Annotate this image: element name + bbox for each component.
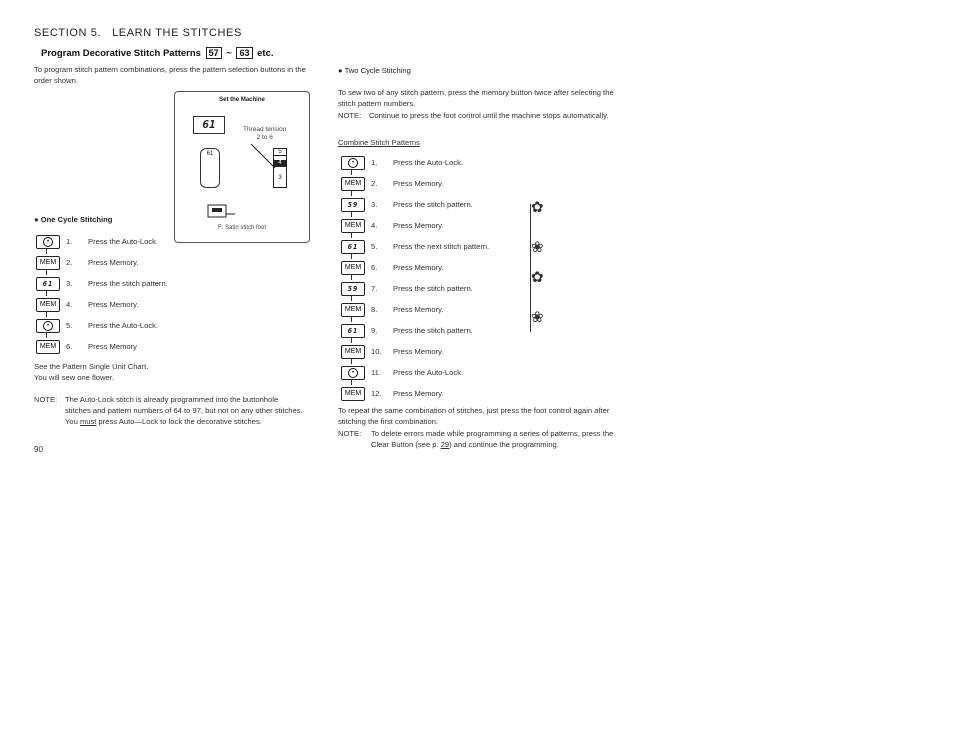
step-text: Press the Auto-Lock. xyxy=(88,321,159,330)
step-text: Press Memory. xyxy=(88,258,139,267)
auto-lock-icon: • xyxy=(341,366,365,380)
note2-fragment: To delete errors made while programming a series of patterns, press the Clear Button (see p. xyxy=(371,429,614,449)
note2-text xyxy=(371,428,629,450)
step-text: Press the Auto-Lock. xyxy=(393,368,464,377)
note-emphasis: must xyxy=(79,417,97,426)
tension-value: 2 to 6 xyxy=(256,134,273,141)
page-reference: 29 xyxy=(440,440,450,449)
down-arrow-icon xyxy=(351,211,352,217)
combine-heading: Combine Stitch Patterns xyxy=(338,138,420,147)
memory-button-icon: MEM xyxy=(36,340,60,354)
step-number: 6. xyxy=(66,342,73,351)
step-number: 10. xyxy=(371,347,382,356)
pattern-display-icon: 59 xyxy=(341,282,365,296)
step-text: Press Memory. xyxy=(393,179,444,188)
repeat-paragraph: To repeat the same combination of stitches, just press the foot control again after stitching the first combination. xyxy=(338,406,610,426)
section-label: SECTION 5. xyxy=(34,27,102,39)
down-arrow-icon xyxy=(351,169,352,175)
dial-bottom: 3 xyxy=(278,175,282,181)
step-number: 3. xyxy=(66,279,73,288)
step-text: Press the Auto-Lock. xyxy=(393,158,464,167)
down-arrow-icon xyxy=(46,311,47,317)
note2-label: NOTE: xyxy=(338,429,362,438)
down-arrow-icon xyxy=(351,337,352,343)
one-cycle-title: One Cycle Stitching xyxy=(40,215,113,224)
tension-label: Thread tension xyxy=(243,126,287,133)
pattern-display-icon: 61 xyxy=(341,324,365,338)
note-label: NOTE: xyxy=(34,395,58,404)
auto-lock-icon: • xyxy=(341,156,365,170)
step-text: Press Memory. xyxy=(393,221,444,230)
step-text: Press the next stitch pattern. xyxy=(393,242,490,251)
step-number: 4. xyxy=(371,221,378,230)
flower-stitch-icon: ❀ xyxy=(531,239,544,256)
down-arrow-icon xyxy=(351,190,352,196)
step-text: Press Memory. xyxy=(393,263,444,272)
note2-fragment: ) and continue the programming. xyxy=(449,440,559,449)
step-number: 3. xyxy=(371,200,378,209)
selector-number: 61 xyxy=(206,151,214,157)
step-number: 12. xyxy=(371,389,382,398)
pattern-display-icon: 59 xyxy=(341,198,365,212)
step-text: Press Memory. xyxy=(88,300,139,309)
dial-mid: 4 xyxy=(274,160,286,167)
down-arrow-icon xyxy=(351,232,352,238)
note-text xyxy=(65,394,327,427)
memory-button-icon: MEM xyxy=(341,177,365,191)
dial-top: 5 xyxy=(274,149,286,156)
auto-lock-icon: • xyxy=(36,235,60,249)
note-line xyxy=(65,416,327,427)
machine-settings-box xyxy=(174,91,310,243)
step-number: 2. xyxy=(371,179,378,188)
auto-lock-icon: • xyxy=(36,319,60,333)
down-arrow-icon xyxy=(351,295,352,301)
machine-title: Set the Machine xyxy=(219,97,265,103)
step-text: Press the stitch pattern. xyxy=(393,326,473,335)
one-cycle-heading: ● One Cycle Stitching xyxy=(34,215,113,224)
memory-button-icon: MEM xyxy=(341,261,365,275)
note1-label: NOTE: xyxy=(338,111,362,120)
memory-button-icon: MEM xyxy=(36,256,60,270)
down-arrow-icon xyxy=(351,316,352,322)
two-cycle-title: Two Cycle Stitching xyxy=(344,66,411,75)
down-arrow-icon xyxy=(46,332,47,338)
pattern-number-box: 57 xyxy=(206,47,222,59)
down-arrow-icon xyxy=(46,269,47,275)
note-line: The Auto-Lock stitch is already programmed into the buttonhole xyxy=(65,395,279,404)
one-flower-text: You will sew one flower. xyxy=(34,373,114,382)
pattern-display-icon: 61 xyxy=(36,277,60,291)
note-line: stitches and pattern numbers of 64 to 97, but not on any other stitches. xyxy=(65,406,303,415)
memory-button-icon: MEM xyxy=(341,345,365,359)
step-number: 2. xyxy=(66,258,73,267)
stitch-selector-icon xyxy=(200,148,220,188)
step-number: 6. xyxy=(371,263,378,272)
memory-button-icon: MEM xyxy=(341,387,365,401)
see-chart-text: See the Pattern Single Unit Chart. xyxy=(34,362,149,371)
note1-text: Continue to press the foot control until the machine stops automatically. xyxy=(369,111,609,120)
pattern-display-icon: 61 xyxy=(341,240,365,254)
two-cycle-paragraph: To sew two of any stitch pattern, press the memory button twice after selecting the stitch pattern numbers. xyxy=(338,88,614,108)
step-text: Press the stitch pattern. xyxy=(393,200,473,209)
pattern-display: 61 xyxy=(193,116,225,134)
step-number: 8. xyxy=(371,305,378,314)
page-number: 90 xyxy=(34,445,43,454)
step-number: 1. xyxy=(66,237,73,246)
memory-button-icon: MEM xyxy=(341,303,365,317)
step-number: 5. xyxy=(371,242,378,251)
step-number: 7. xyxy=(371,284,378,293)
flower-stitch-icon: ✿ xyxy=(531,199,544,216)
step-number: 11. xyxy=(371,368,381,377)
down-arrow-icon xyxy=(351,379,352,385)
two-cycle-heading: ● Two Cycle Stitching xyxy=(338,66,411,75)
step-text: Press the Auto-Lock. xyxy=(88,237,159,246)
step-number: 1. xyxy=(371,158,378,167)
satin-foot-icon xyxy=(207,204,237,220)
section-title: LEARN THE STITCHES xyxy=(112,27,242,39)
flower-stitch-icon: ✿ xyxy=(531,269,544,286)
pattern-number-box: 63 xyxy=(236,47,252,59)
step-text: Press the stitch pattern. xyxy=(393,284,473,293)
memory-button-icon: MEM xyxy=(36,298,60,312)
down-arrow-icon xyxy=(46,248,47,254)
down-arrow-icon xyxy=(351,274,352,280)
step-text: Press Memory. xyxy=(393,305,444,314)
intro-paragraph: To program stitch pattern combinations, press the pattern selection buttons in the order shown. xyxy=(34,65,306,85)
down-arrow-icon xyxy=(46,290,47,296)
section-heading xyxy=(34,27,242,39)
thread-tension xyxy=(243,126,286,142)
down-arrow-icon xyxy=(351,253,352,259)
foot-label: F: Satin stitch foot xyxy=(217,225,267,231)
tension-dial-icon xyxy=(273,148,287,188)
note-fragment: You xyxy=(65,417,78,426)
step-text: Press Memory xyxy=(88,342,137,351)
range-separator: ~ xyxy=(226,48,232,59)
flower-stitch-icon: ❀ xyxy=(531,309,544,326)
step-text: Press Memory. xyxy=(393,389,444,398)
memory-button-icon: MEM xyxy=(341,219,365,233)
note-fragment: press Auto—Lock to lock the decorative stitches. xyxy=(98,417,262,426)
down-arrow-icon xyxy=(351,358,352,364)
step-number: 5. xyxy=(66,321,73,330)
subheading xyxy=(41,47,274,59)
subhead-text: Program Decorative Stitch Patterns xyxy=(41,48,201,59)
step-text: Press the stitch pattern. xyxy=(88,279,168,288)
step-number: 9. xyxy=(371,326,378,335)
step-number: 4. xyxy=(66,300,73,309)
step-text: Press Memory. xyxy=(393,347,444,356)
subhead-suffix: etc. xyxy=(257,48,274,59)
